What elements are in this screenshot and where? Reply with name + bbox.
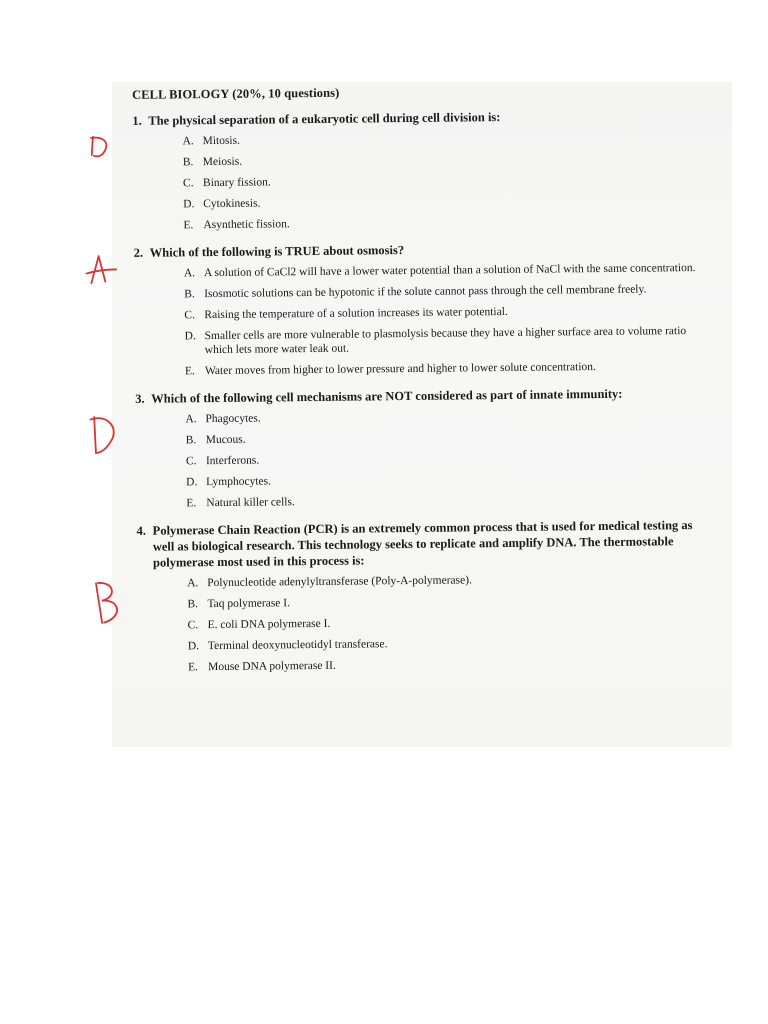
option-a: A. A solution of CaCl2 will have a lower water potential than a solution of NaCl with the same concentration. xyxy=(183,261,696,280)
option-d: D. Cytokinesis. xyxy=(183,197,261,211)
handwritten-d-mark xyxy=(85,131,118,164)
option-b: B. Mucous. xyxy=(185,433,246,447)
option-b: B. Meiosis. xyxy=(182,155,243,169)
question-3 xyxy=(135,385,714,511)
option-a: A. Mitosis. xyxy=(182,134,241,148)
option-a: A. Phagocytes. xyxy=(185,412,261,426)
question-text: Which of the following cell mechanisms are NOT considered as part of innate immunity: xyxy=(151,386,623,406)
handwritten-answer-2 xyxy=(83,252,120,285)
question-text: Polymerase Chain Reaction (PCR) is an extremely common process that is used for medical testing as well as biological research. This technology seeks to replicate and amplify DNA. The thermostable polymerase most used in this process is: xyxy=(152,518,693,570)
option-b: B. Isosmotic solutions can be hypotonic if the solute cannot pass through the cell membrane freely. xyxy=(184,283,647,301)
option-e: E. Natural killer cells. xyxy=(186,496,295,510)
handwritten-d-mark xyxy=(86,410,124,457)
option-b: B. Taq polymerase I. xyxy=(187,597,291,611)
question-number: 3. xyxy=(135,391,145,406)
option-d: D. Lymphocytes. xyxy=(186,475,272,489)
exam-content xyxy=(120,82,716,687)
question-text: Which of the following is TRUE about osmosis? xyxy=(149,243,405,260)
option-list xyxy=(184,261,713,379)
handwritten-b-mark xyxy=(90,576,129,627)
option-list xyxy=(185,407,714,511)
option-d: D. Smaller cells are more vulnerable to plasmolysis because they have a higher surface area to volume ratio which lets more water leak out. xyxy=(184,325,687,357)
question-number: 4. xyxy=(136,523,147,538)
option-c: C. E. coli DNA polymerase I. xyxy=(187,617,331,632)
question-4 xyxy=(137,517,717,675)
section-title: CELL BIOLOGY (20%, 10 questions) xyxy=(131,85,340,102)
option-list xyxy=(182,129,711,233)
question-number: 1. xyxy=(132,113,142,128)
option-e: E. Mouse DNA polymerase II. xyxy=(188,659,336,674)
question-1 xyxy=(132,107,711,233)
option-c: C. Binary fission. xyxy=(182,176,271,190)
option-e: E. Asynthetic fission. xyxy=(183,218,290,232)
question-number: 2. xyxy=(133,245,144,260)
handwritten-a-mark xyxy=(83,252,120,285)
option-a: A. Polynucleotide adenylyltransferase (Poly-A-polymerase). xyxy=(187,574,472,590)
handwritten-answer-4 xyxy=(90,576,129,627)
option-c: C. Raising the temperature of a solution increases its water potential. xyxy=(184,305,508,322)
question-2 xyxy=(134,239,713,379)
option-e: E. Water moves from higher to lower pressure and higher to lower solute concentration. xyxy=(184,361,596,378)
question-text: The physical separation of a eukaryotic cell during cell division is: xyxy=(148,110,501,128)
option-list xyxy=(187,571,716,675)
handwritten-answer-1 xyxy=(85,131,118,164)
option-d: D. Terminal deoxynucleotidyl transferase. xyxy=(187,638,388,653)
option-c: C. Interferons. xyxy=(185,454,260,468)
handwritten-answer-3 xyxy=(86,410,124,457)
